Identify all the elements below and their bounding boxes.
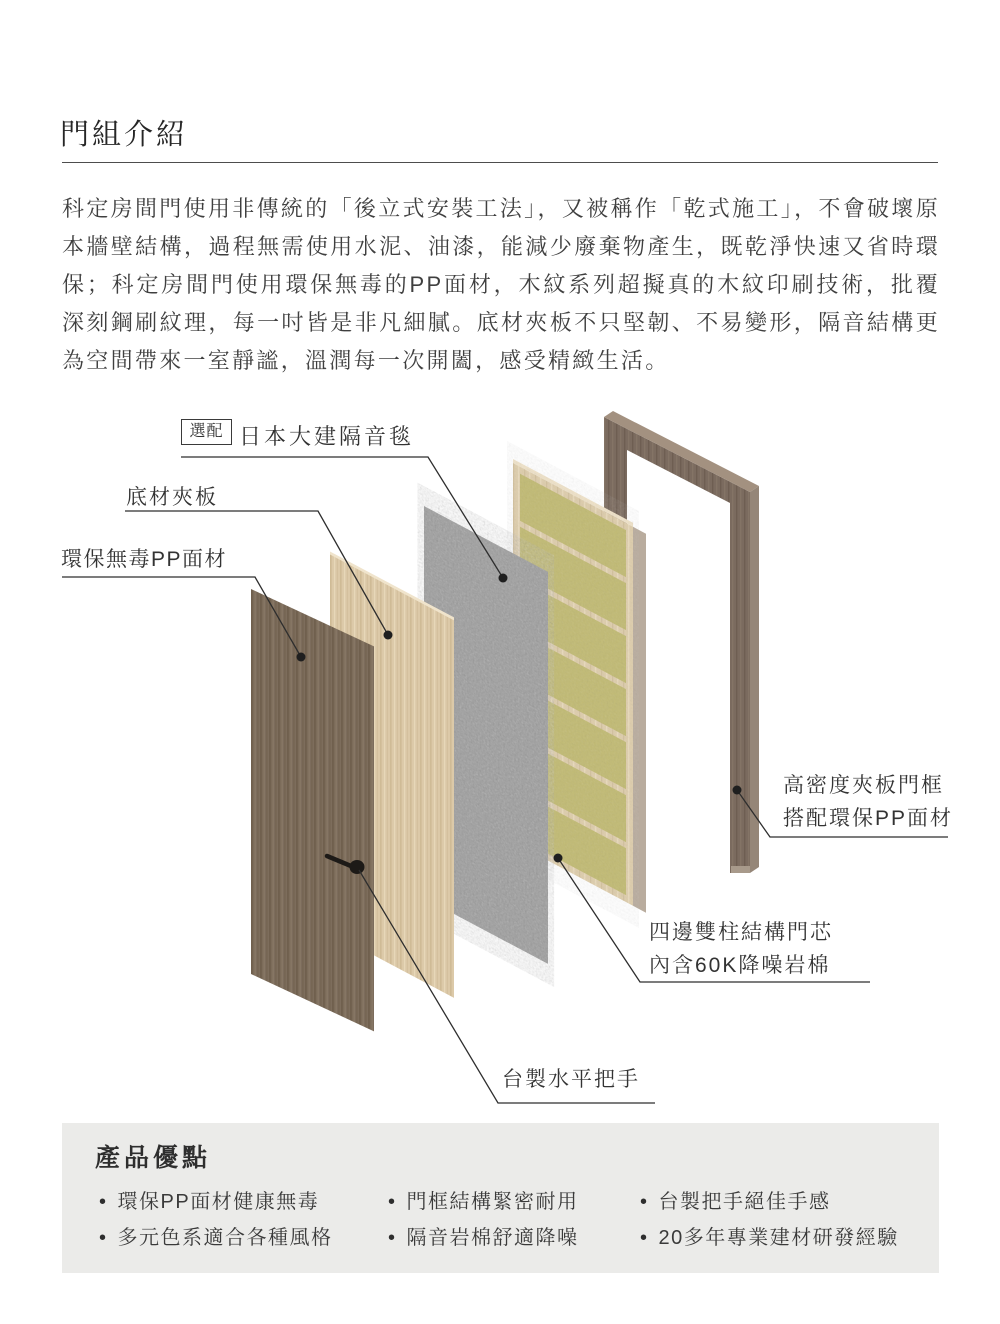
label-door-frame <box>783 769 953 835</box>
page-title: 門組介紹 <box>60 119 189 151</box>
advantage-item-text: 20多年專業建材研發經驗 <box>658 1227 899 1249</box>
label-door-core-line1: 四邊雙柱結構門芯 <box>649 921 833 944</box>
advantage-item <box>99 1189 388 1215</box>
advantage-item <box>640 1225 909 1251</box>
callout-dot-blanket <box>499 574 508 583</box>
optional-badge: 選配 <box>181 419 232 445</box>
label-door-core <box>649 916 833 982</box>
bullet-icon: • <box>388 1191 397 1213</box>
advantage-item-text: 門框結構緊密耐用 <box>406 1191 579 1213</box>
advantages-title: 產品優點 <box>95 1144 212 1172</box>
label-door-frame-line2: 搭配環保PP面材 <box>783 807 954 830</box>
bullet-icon: • <box>99 1191 108 1213</box>
advantage-item <box>99 1225 388 1251</box>
label-handle: 台製水平把手 <box>502 1068 640 1091</box>
label-door-frame-line1: 高密度夾板門框 <box>783 774 944 797</box>
intro-paragraph: 科定房間門使用非傳統的「後立式安裝工法」，又被稱作「乾式施工」，不會破壞原本牆壁結構，過程無需使用水泥、油漆，能減少廢棄物產生，既乾淨快速又省時環保；科定房間門使用環保無毒的PP面材，木紋系列超擬真的木紋印刷技術，批覆深刻鋼刷紋理，每一吋皆是非凡細膩。底材夾板不只堅韌、不易變形，隔音結構更為空間帶來一室靜謐，溫潤每一次開闔，感受精緻生活。 <box>62 196 940 373</box>
advantage-item <box>388 1225 640 1251</box>
advantage-item-text: 台製把手絕佳手感 <box>658 1191 831 1213</box>
callout-dot-pp <box>297 653 306 662</box>
advantage-item-text: 隔音岩棉舒適降噪 <box>406 1227 579 1249</box>
label-base-plywood: 底材夾板 <box>126 486 218 509</box>
advantages-list <box>99 1189 909 1251</box>
bullet-icon: • <box>640 1227 649 1249</box>
label-door-core-line2: 內含60K降噪岩棉 <box>649 954 831 977</box>
label-pp-surface: 環保無毒PP面材 <box>61 548 228 571</box>
bullet-icon: • <box>388 1227 397 1249</box>
advantages-box <box>62 1123 939 1273</box>
callout-dot-frame <box>733 786 742 795</box>
callout-dot-core <box>554 854 563 863</box>
label-soundproof-blanket: 日本大建隔音毯 <box>239 424 415 449</box>
advantage-item <box>640 1189 909 1215</box>
bullet-icon: • <box>99 1227 108 1249</box>
bullet-icon: • <box>640 1191 649 1213</box>
section-divider <box>62 162 938 163</box>
advantage-item-text: 多元色系適合各種風格 <box>117 1227 333 1249</box>
advantage-item <box>388 1189 640 1215</box>
callout-dot-plywood <box>384 631 393 640</box>
pp-panel <box>251 589 374 1031</box>
advantage-item-text: 環保PP面材健康無毒 <box>117 1191 320 1213</box>
